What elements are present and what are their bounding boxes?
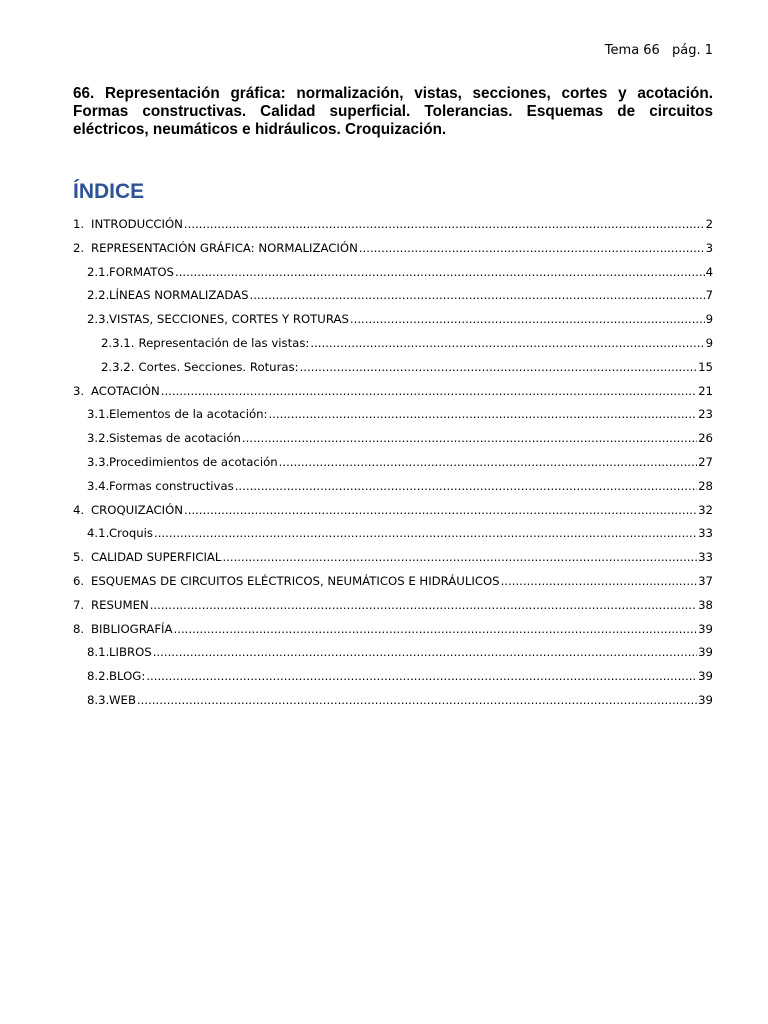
toc-entry[interactable] (73, 381, 713, 405)
toc-entry[interactable] (73, 404, 713, 428)
toc-entry-number: 2.3. (87, 312, 110, 327)
toc-entry[interactable] (73, 357, 713, 381)
page-number: pág. 1 (671, 43, 713, 58)
toc-entry-label: WEB (109, 692, 136, 707)
toc-entry-page: 23 (698, 407, 713, 422)
toc-dot-leader (153, 642, 697, 662)
toc-entry-number: 2. (73, 240, 85, 255)
toc-entry-label: ESQUEMAS DE CIRCUITOS ELÉCTRICOS, NEUMÁTICOS E HIDRÁULICOS (91, 573, 500, 588)
toc-entry-page: 39 (698, 692, 713, 707)
toc-dot-leader (350, 309, 705, 329)
toc-dot-leader (150, 595, 697, 615)
toc-entry[interactable] (73, 262, 713, 286)
toc-dot-leader (146, 666, 697, 686)
toc-entry-number: 3.3. (87, 454, 110, 469)
toc-entry-page: 4 (705, 264, 713, 279)
toc-entry-page: 9 (705, 312, 713, 327)
toc-entry-label: CALIDAD SUPERFICIAL (91, 550, 222, 565)
toc-entry-page: 27 (698, 454, 713, 469)
toc-entry[interactable] (73, 642, 713, 666)
toc-dot-leader (235, 476, 697, 496)
toc-dot-leader (501, 571, 698, 591)
toc-entry-number: 3.1. (87, 407, 110, 422)
toc-dot-leader (154, 523, 697, 543)
toc-dot-leader (279, 452, 697, 472)
toc-entry-label: INTRODUCCIÓN (91, 217, 183, 231)
toc-entry-label: LÍNEAS NORMALIZADAS (109, 288, 249, 303)
toc-entry-label: Elementos de la acotación: (109, 407, 268, 422)
toc-entry-page: 7 (705, 288, 713, 303)
toc-entry-number: 2.3.1. (101, 335, 135, 350)
toc-entry-page: 38 (698, 597, 713, 612)
toc-dot-leader (250, 285, 705, 305)
toc-dot-leader (175, 262, 705, 282)
toc-dot-leader (174, 619, 698, 639)
toc-entry-label: VISTAS, SECCIONES, CORTES Y ROTURAS (109, 312, 349, 327)
toc-dot-leader (184, 214, 705, 234)
toc-entry[interactable] (73, 619, 713, 643)
toc-dot-leader (300, 357, 698, 377)
toc-entry[interactable] (73, 571, 713, 595)
toc-entry-label: Croquis (109, 526, 154, 541)
toc-entry-number: 5. (73, 550, 85, 565)
toc-entry-label: BIBLIOGRAFÍA (91, 621, 173, 636)
toc-entry-label: REPRESENTACIÓN GRÁFICA: NORMALIZACIÓN (91, 240, 358, 255)
toc-entry-page: 37 (698, 573, 713, 588)
toc-entry[interactable] (73, 547, 713, 571)
toc-entry[interactable] (73, 452, 713, 476)
toc-entry-label: CROQUIZACIÓN (91, 502, 184, 517)
toc-entry-label: Sistemas de acotación (109, 431, 241, 446)
toc-entry-label: RESUMEN (91, 597, 149, 612)
toc-entry-label: ACOTACIÓN (91, 383, 160, 398)
toc-entry-page: 2 (705, 217, 713, 231)
toc-entry[interactable] (73, 476, 713, 500)
toc-entry[interactable] (73, 690, 713, 714)
toc-entry[interactable] (73, 595, 713, 619)
toc-dot-leader (137, 690, 697, 710)
toc-entry-label: LIBROS (109, 645, 152, 660)
toc-entry-label: Procedimientos de acotación (109, 454, 278, 469)
toc-entry-number: 1. (73, 217, 85, 231)
toc-dot-leader (242, 428, 697, 448)
toc-entry-page: 26 (698, 431, 713, 446)
toc-entry-page: 33 (698, 526, 713, 541)
toc-entry-number: 8.1. (87, 645, 110, 660)
toc-entry-label: Formas constructivas (109, 478, 234, 493)
toc-entry-number: 3.4. (87, 478, 110, 493)
document-title: 66. Representación gráfica: normalización, vistas, secciones, cortes y acotación. Formas constructivas. Calidad superficial. Tolerancias. Esquemas de circuitos eléctricos, neumáticos e hidráulicos. Croquización. (73, 85, 713, 138)
toc-entry-page: 39 (698, 621, 713, 636)
toc-entry-number: 7. (73, 597, 85, 612)
toc-entry-page: 15 (698, 359, 713, 374)
toc-entry[interactable] (73, 333, 713, 357)
toc-entry-page: 9 (705, 335, 713, 350)
toc-entry-page: 39 (698, 645, 713, 660)
toc-entry-label: BLOG: (109, 669, 146, 684)
toc-entry-page: 3 (705, 240, 713, 255)
toc-entry-number: 2.3.2. (101, 359, 135, 374)
toc-entry-label: Cortes. Secciones. Roturas: (138, 359, 299, 374)
toc-entry-number: 4. (73, 502, 85, 517)
toc-entry-label: Representación de las vistas: (138, 335, 310, 350)
toc-entry-page: 39 (698, 669, 713, 684)
toc-entry-number: 2.2. (87, 288, 110, 303)
topic-label: Tema 66 (604, 43, 660, 58)
toc-entry[interactable] (73, 214, 713, 238)
toc-dot-leader (310, 333, 704, 353)
toc-dot-leader (222, 547, 697, 567)
toc-entry-number: 8.2. (87, 669, 110, 684)
toc-entry-number: 2.1. (87, 264, 110, 279)
toc-entry-number: 3.2. (87, 431, 110, 446)
toc-entry-number: 8.3. (87, 692, 110, 707)
toc-entry-page: 21 (698, 383, 713, 398)
toc-entry-label: FORMATOS (109, 264, 174, 279)
toc-entry-number: 6. (73, 573, 85, 588)
toc-entry[interactable] (73, 666, 713, 690)
index-heading: ÍNDICE (73, 180, 145, 203)
toc-dot-leader (161, 381, 697, 401)
toc-entry-page: 28 (698, 478, 713, 493)
toc-entry[interactable] (73, 428, 713, 452)
toc-entry[interactable] (73, 238, 713, 262)
toc-dot-leader (268, 404, 697, 424)
page-header (605, 43, 713, 58)
toc-entry-number: 3. (73, 383, 85, 398)
toc-entry[interactable] (73, 500, 713, 524)
toc-entry[interactable] (73, 309, 713, 333)
toc-entry-number: 4.1. (87, 526, 110, 541)
table-of-contents (73, 214, 713, 714)
toc-entry-page: 32 (698, 502, 713, 517)
toc-entry-page: 33 (698, 550, 713, 565)
toc-dot-leader (359, 238, 705, 258)
toc-entry[interactable] (73, 285, 713, 309)
toc-dot-leader (184, 500, 697, 520)
toc-entry[interactable] (73, 523, 713, 547)
toc-entry-number: 8. (73, 621, 85, 636)
